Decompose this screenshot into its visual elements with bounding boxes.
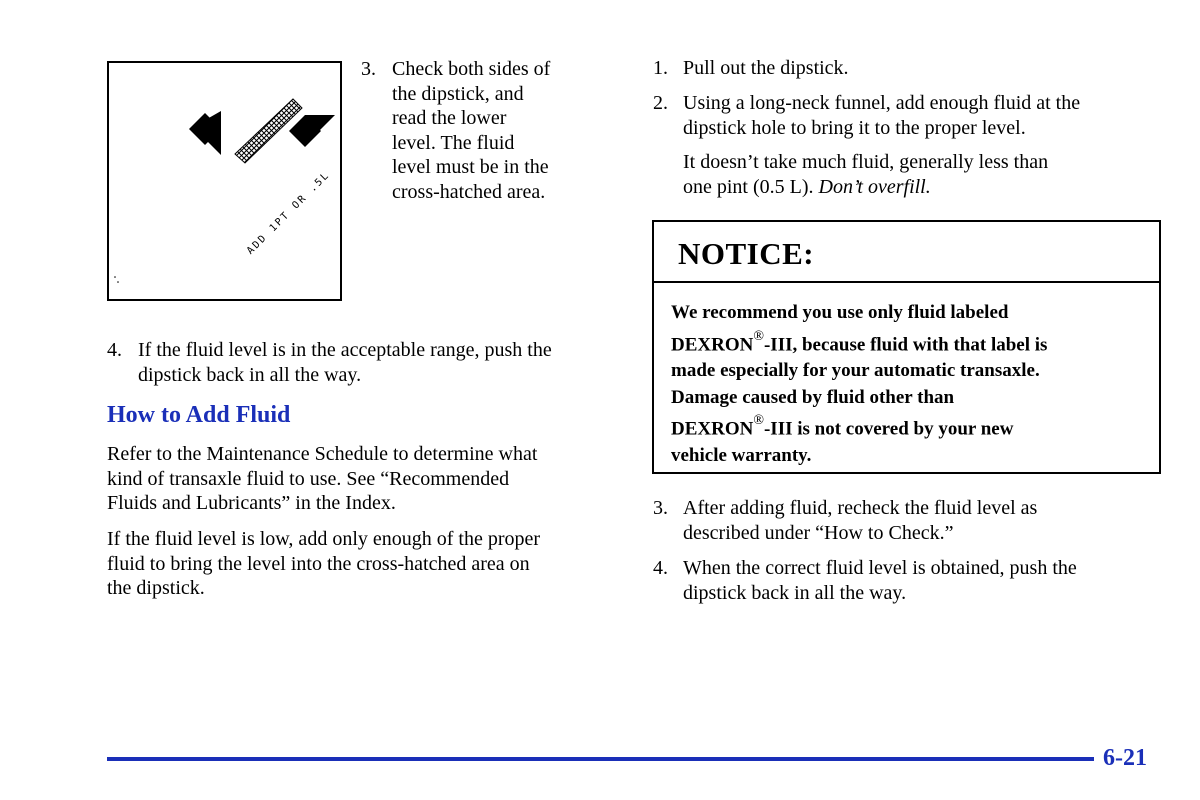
step-line: dipstick hole to bring it to the proper level. — [683, 116, 1026, 139]
step-line: level must be in the — [392, 156, 549, 178]
paragraph-line: fluid to bring the level into the cross-hatched area on — [107, 552, 530, 575]
paragraph-line: Refer to the Maintenance Schedule to determine what — [107, 443, 538, 465]
paragraph-line: Fluids and Lubricants” in the Index. — [107, 492, 396, 514]
notice-line: made especially for your automatic transaxle. — [671, 360, 1040, 382]
check-step-4 — [107, 338, 607, 390]
step-line: When the correct fluid level is obtained, push the — [683, 557, 1077, 579]
notice-header — [654, 222, 1159, 283]
add-step-1 — [653, 56, 1153, 82]
step-line: dipstick back in all the way. — [683, 581, 907, 604]
notice-line: DEXRON®-III is not covered by your new — [671, 413, 1014, 440]
step-number: 2. — [653, 92, 668, 114]
notice-line: We recommend you use only fluid labeled — [671, 302, 1009, 323]
left-arrow-icon — [189, 111, 221, 155]
paragraph-fluid-low — [107, 527, 607, 601]
page-number: 6-21 — [1103, 745, 1147, 771]
note-line: It doesn’t take much fluid, generally less than — [683, 151, 1049, 173]
step-line: level. The fluid — [392, 131, 515, 154]
step-line: dipstick back in all the way. — [138, 363, 362, 386]
overfill-warning: Don’t overfill. — [818, 175, 931, 198]
paragraph-line: If the fluid level is low, add only enough of the proper — [107, 528, 541, 550]
footer-rule — [107, 757, 1094, 761]
overfill-note — [683, 150, 1153, 199]
step-line: If the fluid level is in the acceptable range, push the — [138, 339, 552, 361]
notice-line: Damage caused by fluid other than — [671, 386, 955, 408]
step-number: 1. — [653, 57, 668, 79]
dipstick-drawing — [109, 63, 340, 299]
registered-mark: ® — [753, 413, 764, 429]
notice-box — [652, 220, 1161, 474]
step-number: 3. — [361, 58, 376, 80]
note-line: one pint (0.5 L). Don’t overfill. — [683, 175, 931, 198]
paragraph-line: kind of transaxle fluid to use. See “Recommended — [107, 467, 510, 490]
add-step-2 — [653, 91, 1153, 143]
step-line: Check both sides of — [392, 58, 551, 80]
section-heading: How to Add Fluid — [107, 402, 291, 428]
step-number: 3. — [653, 497, 668, 519]
add-step-3 — [653, 496, 1153, 548]
notice-line: DEXRON®-III, because fluid with that label is — [671, 328, 1048, 355]
step-line: cross-hatched area. — [392, 180, 546, 203]
dipstick-illustration — [107, 61, 342, 301]
registered-mark: ® — [753, 328, 764, 344]
notice-body — [671, 300, 1141, 470]
notice-line: vehicle warranty. — [671, 445, 812, 467]
check-step-3 — [361, 57, 601, 207]
dipstick-marking-label: ADD 1PT OR .5L — [245, 169, 333, 257]
paragraph-fluid-type — [107, 442, 607, 516]
step-line: the dipstick, and — [392, 82, 524, 105]
step-number: 4. — [107, 339, 122, 361]
right-arrow-icon — [289, 115, 335, 147]
step-line: described under “How to Check.” — [683, 521, 954, 544]
paragraph-line: the dipstick. — [107, 577, 205, 599]
step-line: Pull out the dipstick. — [683, 57, 849, 79]
step-line: read the lower — [392, 107, 507, 129]
add-step-4 — [653, 556, 1153, 608]
step-number: 4. — [653, 557, 668, 579]
step-line: After adding fluid, recheck the fluid level as — [683, 497, 1038, 519]
step-line: Using a long-neck funnel, add enough fluid at the — [683, 92, 1081, 114]
notice-title: NOTICE: — [678, 236, 815, 271]
